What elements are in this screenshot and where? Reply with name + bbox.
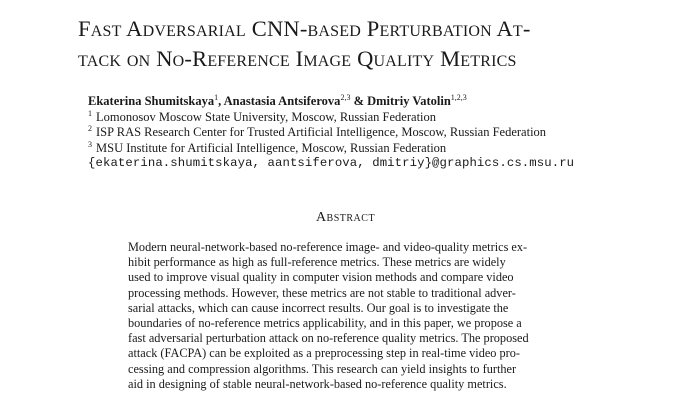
- author-1-affil: 1: [214, 93, 219, 102]
- paper-title: [78, 14, 638, 74]
- author-1: Ekaterina Shumitskaya: [88, 94, 215, 108]
- affiliation-text: ISP RAS Research Center for Trusted Artificial Intelligence, Moscow, Russian Federation: [96, 125, 547, 139]
- abstract-line: fast adversarial perturbation attack on no-reference quality metrics. The proposed: [128, 331, 529, 346]
- abstract-line: Modern neural-network-based no-reference image- and video-quality metrics ex-: [128, 240, 528, 254]
- abstract-text: [128, 240, 568, 392]
- title-line-2: tack on No-Reference Image Quality Metrics: [78, 46, 517, 71]
- affiliation-1: [88, 110, 648, 126]
- abstract-line: attack (FACPA) can be exploited as a preprocessing step in real-time video pro-: [128, 346, 521, 361]
- abstract-line: aid in designing of stable neural-network-based no-reference quality metrics.: [128, 376, 507, 391]
- affiliation-text: MSU Institute for Artificial Intelligence, Moscow, Russian Federation: [96, 140, 447, 155]
- abstract-line: hibit performance as high as full-reference metrics. These metrics are widely: [128, 255, 506, 270]
- author-separator: &: [350, 94, 368, 108]
- affiliation-number: 3: [88, 139, 92, 149]
- title-line-1: Fast Adversarial CNN-based Perturbation At-: [78, 16, 531, 41]
- author-emails: {ekaterina.shumitskaya, aantsiferova, dmitriy}@graphics.cs.msu.ru: [88, 156, 575, 170]
- affiliation-number: 1: [88, 108, 92, 118]
- abstract-line: processing methods. However, these metrics are not stable to traditional adver-: [128, 285, 516, 300]
- affiliation-text: Lomonosov Moscow State University, Moscow, Russian Federation: [96, 109, 437, 124]
- author-3: Dmitriy Vatolin: [367, 94, 451, 108]
- affiliation-2: [88, 125, 648, 141]
- abstract-line: boundaries of no-reference metrics applicability, and in this paper, we propose a: [128, 316, 522, 331]
- author-separator: ,: [218, 94, 224, 108]
- author-2-affil: 2,3: [340, 93, 351, 102]
- abstract-line: cessing and compression algorithms. This research can yield insights to further: [128, 361, 517, 376]
- abstract-line: sarial attacks, which can cause incorrect results. Our goal is to investigate the: [128, 300, 509, 315]
- author-3-affil: 1,2,3: [450, 93, 467, 102]
- author-2: Anastasia Antsiferova: [223, 94, 341, 108]
- affiliation-number: 2: [88, 124, 92, 133]
- affiliation-3: [88, 141, 648, 157]
- abstract-line: used to improve visual quality in computer vision methods and compare video: [128, 270, 514, 285]
- abstract-heading: Abstract: [315, 210, 376, 225]
- author-names: [88, 94, 648, 110]
- author-block: [88, 94, 648, 172]
